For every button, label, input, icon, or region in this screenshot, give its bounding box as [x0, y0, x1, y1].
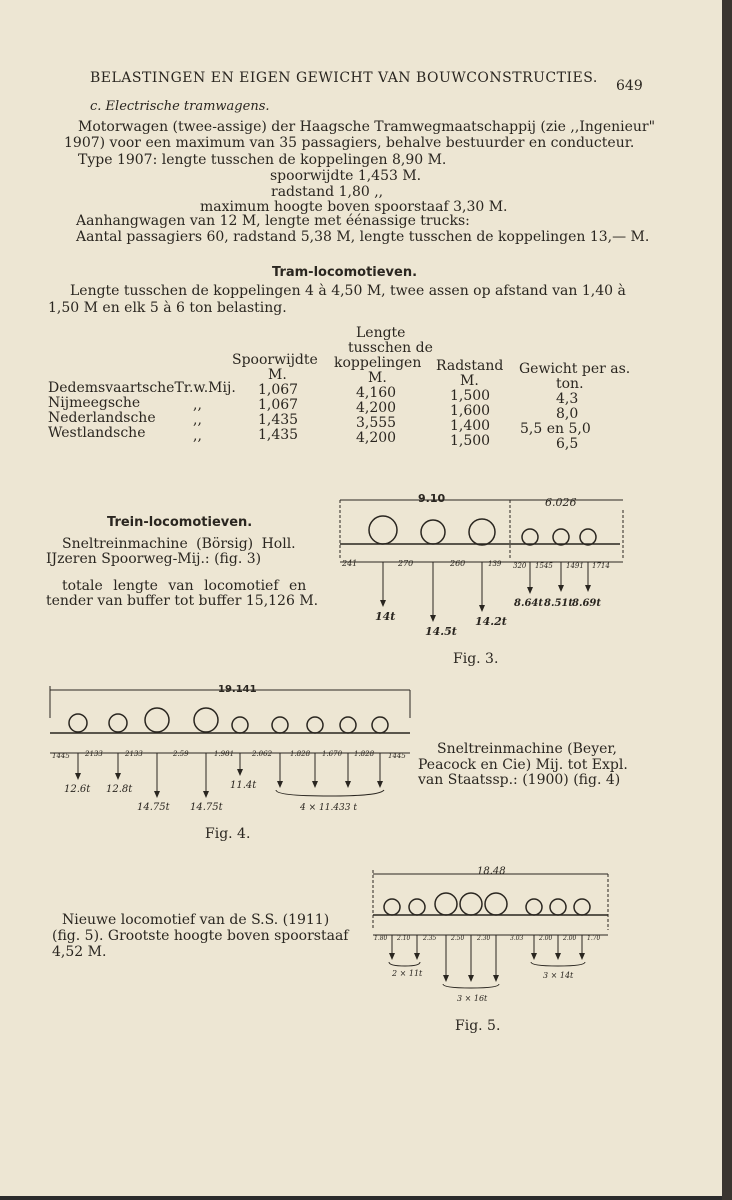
wheel-icon — [194, 708, 218, 732]
wheel-icon — [580, 529, 596, 545]
wheel-icon — [553, 529, 569, 545]
text-line: (fig. 5). Grootste hoogte boven spoorstaaf — [52, 928, 349, 944]
svg-text:11.4t: 11.4t — [230, 780, 257, 791]
svg-text:1.70: 1.70 — [587, 935, 601, 942]
svg-text:139: 139 — [488, 560, 502, 568]
section-heading-tram-locomotieven: Tram-locomotieven. — [272, 265, 418, 280]
dim-label: 6.026 — [545, 496, 577, 509]
text-line: 1907) voor een maximum van 35 passagiers, behalve bestuurder en conducteur. — [64, 135, 635, 151]
svg-text:2.062: 2.062 — [252, 750, 273, 758]
running-title: BELASTINGEN EN EIGEN GEWICHT VAN BOUWCONSTRUCTIES. — [90, 70, 598, 86]
svg-text:2133: 2133 — [125, 750, 143, 758]
text-line: maximum hoogte boven spoorstaaf 3,30 M. — [200, 199, 508, 215]
text-line: van Staatssp.: (1900) (fig. 4) — [418, 772, 621, 788]
wheel-icon — [550, 899, 566, 915]
svg-text:2.35: 2.35 — [423, 935, 437, 942]
fig-4-diagram — [40, 678, 420, 818]
text-line: Lengte tusschen de koppelingen 4 à 4,50 M, twee assen op afstand van 1,40 à — [70, 283, 626, 299]
book-page: BELASTINGEN EN EIGEN GEWICHT VAN BOUWCONSTRUCTIES. 649 c. Electrische tramwagens. Motorwagen (twee-assige) der Haagsche Tramwegmaatschappij (zie ,,Ingenieur" 1907) voor een maximum van 35 passagiers, behalve bestuurder en conducteur. Type 1907: lengte tusschen de koppelingen 8,90 M. spoorwijdte 1,453 M. radstand 1,80 ,, maximum hoogte boven spoorstaaf 3,30 M. Aanhangwagen van 12 M, lengte met éénassige trucks: Aantal passagiers 60, radstand 5,38 M, lengte tusschen de koppelingen 13,— M. Tram-locomotieven. Lengte tusschen de koppelingen 4 à 4,50 M, twee assen op afstand van 1,40 à 1,50 M en elk 5 à 6 ton belasting. Spoorwijdte M. Lengte tusschen de koppelingen M. Radstand M. Gewicht per as. ton. DedemsvaartscheTr.w.Mij. 1,067 4,160 1,500 4,3 Nijmeegsche ,, 1,067 4,200 1,600 8,0 Nederlandsche ,, 1,435 3,555 1,400 5,5 en 5,0 Westlandsche ,, 1,435 4,200 1,500 6,5 Trein-locomotieven. Sneltreinmachine (Börsig) Holl. IJzeren Spoorweg-Mij.: (fig. 3) totale lengte van locomotief en tender van buffer tot buffer 15,126 M. 9.10 6.026 241 270 260 139 320 1545 1491 1714 14t 14.5t 14.2t 8.64t 8.51t 8.69t Fig. 3. 19.141 1445 2133 2133 2.59 1.981 2.062 1.828 1.670 1.828 1445 12.6t 12.8t 14.75t 14.75t 11.4t 4 × 11.433 t Fig. 4. Sneltreinmachine (Beyer, Peacock en Cie) Mij. tot Expl. van Staatssp.: (1900) (fig. 4) Nieuwe locomotief van de S.S. (1911) (fig. 5). Grootste hoogte boven spoorstaaf 4,52 M. 18.48 1.80 2.10 2.35 2.50 2.30 3.03 2.00 2.00 1.70 2 × 11t 3 × 16t 3 × 14t Fig. 5. — [0, 0, 722, 1196]
text-line: Sneltreinmachine (Beyer, — [437, 741, 618, 757]
text-line: Type 1907: lengte tusschen de koppelingen 8,90 M. — [78, 152, 447, 168]
wheel-icon — [272, 717, 288, 733]
svg-text:1445: 1445 — [388, 752, 406, 760]
svg-text:1.80: 1.80 — [374, 935, 388, 942]
fig-4-caption: Fig. 4. — [205, 826, 251, 842]
svg-text:1.828: 1.828 — [354, 750, 375, 758]
wheel-icon — [522, 529, 538, 545]
svg-text:1491: 1491 — [566, 562, 584, 570]
svg-text:270: 270 — [398, 559, 414, 568]
dim-label: 19.141 — [218, 684, 257, 695]
text-line: tender van buffer tot buffer 15,126 M. — [46, 593, 319, 609]
fig-5-caption: Fig. 5. — [455, 1018, 501, 1034]
text-line: radstand 1,80 ,, — [271, 184, 384, 200]
svg-text:1.981: 1.981 — [214, 750, 235, 758]
row-name: Nederlandsche — [48, 410, 156, 426]
svg-text:14t: 14t — [375, 610, 396, 623]
section-heading-electrische-tramwagens: c. Electrische tramwagens. — [90, 99, 270, 114]
wheel-icon — [469, 519, 495, 545]
row-name: Westlandsche — [48, 425, 146, 441]
dim-label: 18.48 — [477, 866, 506, 877]
text-line: spoorwijdte 1,453 M. — [270, 168, 422, 184]
text-line: Aanhangwagen van 12 M, lengte met éénassige trucks: — [76, 213, 470, 229]
svg-text:8.69t: 8.69t — [572, 598, 601, 609]
page-edge — [722, 0, 732, 1200]
wheel-icon — [384, 899, 400, 915]
wheel-icon — [369, 516, 397, 544]
page-number: 649 — [616, 78, 643, 94]
text-line: IJzeren Spoorweg-Mij.: (fig. 3) — [46, 551, 262, 567]
text-line: totale lengte van locomotief en — [62, 578, 307, 594]
wheel-icon — [69, 714, 87, 732]
svg-text:14.2t: 14.2t — [475, 615, 507, 628]
fig-3-diagram — [330, 480, 630, 650]
wheel-icon — [340, 717, 356, 733]
svg-text:2.00: 2.00 — [563, 935, 577, 942]
svg-text:1545: 1545 — [535, 562, 553, 570]
wheel-icon — [460, 893, 482, 915]
row-name: Nijmeegsche — [48, 395, 141, 411]
wheel-icon — [409, 899, 425, 915]
svg-text:2.59: 2.59 — [173, 750, 189, 758]
svg-text:1.828: 1.828 — [290, 750, 311, 758]
text-line: Motorwagen (twee-assige) der Haagsche Tramwegmaatschappij (zie ,,Ingenieur" — [78, 119, 656, 135]
wheel-icon — [526, 899, 542, 915]
svg-text:1714: 1714 — [592, 562, 610, 570]
svg-text:4 × 11.433 t: 4 × 11.433 t — [300, 803, 357, 813]
svg-text:14.5t: 14.5t — [425, 625, 457, 638]
wheel-icon — [421, 520, 445, 544]
svg-text:3.03: 3.03 — [510, 935, 524, 942]
svg-text:14.75t: 14.75t — [137, 802, 170, 813]
wheel-icon — [232, 717, 248, 733]
svg-text:1445: 1445 — [52, 752, 70, 760]
fig-3-caption: Fig. 3. — [453, 651, 499, 667]
svg-text:260: 260 — [450, 559, 466, 568]
svg-text:3 × 14t: 3 × 14t — [543, 971, 574, 980]
svg-text:2.30: 2.30 — [477, 935, 491, 942]
text-line: 4,52 M. — [52, 944, 107, 960]
wheel-icon — [372, 717, 388, 733]
text-line: Nieuwe locomotief van de S.S. (1911) — [62, 912, 330, 928]
svg-text:3 × 16t: 3 × 16t — [457, 994, 488, 1003]
svg-text:320: 320 — [513, 562, 527, 570]
dim-label: 9.10 — [418, 492, 446, 505]
text-line: Aantal passagiers 60, radstand 5,38 M, lengte tusschen de koppelingen 13,— M. — [76, 229, 650, 245]
text-line: 1,50 M en elk 5 à 6 ton belasting. — [48, 300, 287, 316]
svg-text:12.8t: 12.8t — [106, 784, 133, 795]
text-line: Sneltreinmachine (Börsig) Holl. — [62, 536, 296, 552]
svg-text:8.64t: 8.64t — [514, 598, 543, 609]
svg-text:241: 241 — [342, 559, 358, 568]
wheel-icon — [485, 893, 507, 915]
svg-text:2.50: 2.50 — [451, 935, 465, 942]
row-name: DedemsvaartscheTr.w.Mij. — [48, 380, 236, 396]
wheel-icon — [574, 899, 590, 915]
svg-text:2 × 11t: 2 × 11t — [392, 969, 423, 978]
svg-text:2133: 2133 — [85, 750, 103, 758]
wheel-icon — [109, 714, 127, 732]
svg-text:2.10: 2.10 — [397, 935, 411, 942]
svg-text:8.51t: 8.51t — [544, 598, 573, 609]
wheel-icon — [145, 708, 169, 732]
svg-text:14.75t: 14.75t — [190, 802, 223, 813]
svg-text:1.670: 1.670 — [322, 750, 343, 758]
svg-text:12.6t: 12.6t — [64, 784, 91, 795]
wheel-icon — [307, 717, 323, 733]
svg-text:2.00: 2.00 — [539, 935, 553, 942]
fig-5-diagram — [365, 860, 615, 1020]
section-heading-trein-locomotieven: Trein-locomotieven. — [107, 515, 253, 530]
wheel-icon — [435, 893, 457, 915]
text-line: Peacock en Cie) Mij. tot Expl. — [418, 757, 628, 773]
